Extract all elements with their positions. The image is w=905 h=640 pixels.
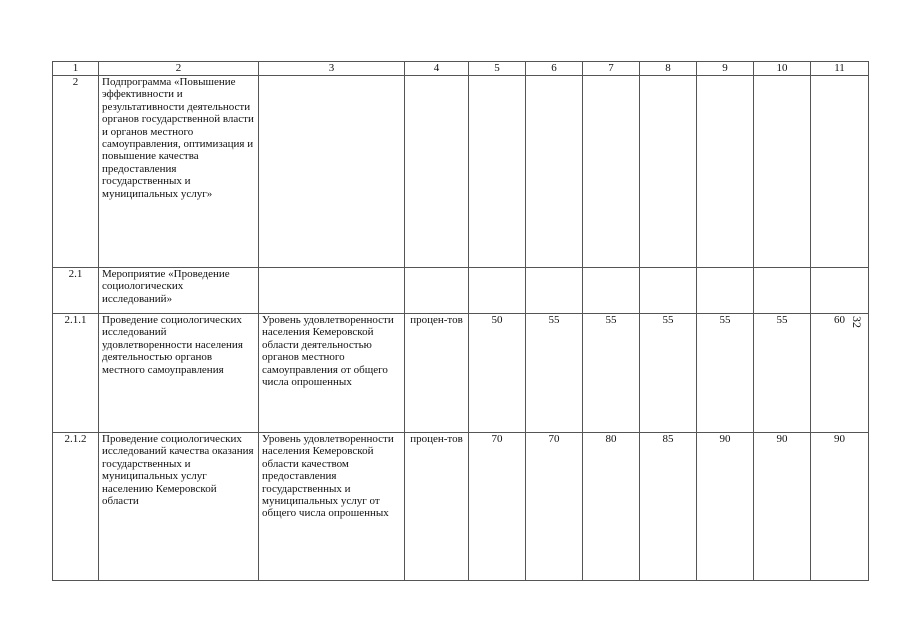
value-cell — [526, 76, 583, 268]
value-cell — [469, 76, 526, 268]
row-unit: процен-тов — [405, 433, 469, 581]
value-cell: 55 — [754, 314, 811, 433]
header-cell: 8 — [640, 62, 697, 76]
value-cell: 85 — [640, 433, 697, 581]
value-cell: 55 — [640, 314, 697, 433]
header-cell: 10 — [754, 62, 811, 76]
row-code: 2.1.1 — [53, 314, 99, 433]
value-cell — [754, 268, 811, 314]
table-row — [53, 314, 869, 433]
table-row — [53, 433, 869, 581]
table-row — [53, 76, 869, 268]
row-name: Проведение социологических исследований удовлетворенности населения деятельностью органов местного самоуправления — [99, 314, 259, 433]
value-cell: 70 — [469, 433, 526, 581]
value-cell: 55 — [697, 314, 754, 433]
row-code: 2.1 — [53, 268, 99, 314]
row-name: Мероприятие «Проведение социологических исследований» — [99, 268, 259, 314]
value-cell — [811, 76, 869, 268]
header-cell: 11 — [811, 62, 869, 76]
value-cell: 70 — [526, 433, 583, 581]
value-cell: 60 — [811, 314, 869, 433]
value-cell: 55 — [583, 314, 640, 433]
row-indicator — [259, 268, 405, 314]
row-name: Проведение социологических исследований качества оказания государственных и муниципальных услуг населению Кемеровской области — [99, 433, 259, 581]
value-cell — [811, 268, 869, 314]
indicators-table — [52, 61, 869, 581]
page-number: 32 — [850, 316, 864, 328]
value-cell — [469, 268, 526, 314]
row-unit — [405, 76, 469, 268]
value-cell: 50 — [469, 314, 526, 433]
header-cell: 4 — [405, 62, 469, 76]
row-name: Подпрограмма «Повышение эффективности и результативности деятельности органов государственной власти и органов местного самоуправления, оптимизация и повышение качества предоставления государственных и муниципальных услуг» — [99, 76, 259, 268]
header-cell: 5 — [469, 62, 526, 76]
row-unit: процен-тов — [405, 314, 469, 433]
header-cell: 6 — [526, 62, 583, 76]
header-cell: 2 — [99, 62, 259, 76]
value-cell: 90 — [697, 433, 754, 581]
value-cell: 55 — [526, 314, 583, 433]
value-cell — [697, 76, 754, 268]
value-cell — [697, 268, 754, 314]
row-indicator: Уровень удовлетворенности населения Кемеровской области деятельностью органов местного самоуправления от общего числа опрошенных — [259, 314, 405, 433]
value-cell: 90 — [811, 433, 869, 581]
value-cell — [754, 76, 811, 268]
row-indicator: Уровень удовлетворенности населения Кемеровской области качеством предоставления государственных и муниципальных услуг от общего числа опрошенных — [259, 433, 405, 581]
header-cell: 1 — [53, 62, 99, 76]
value-cell — [583, 268, 640, 314]
row-code: 2 — [53, 76, 99, 268]
table-row — [53, 268, 869, 314]
header-cell: 9 — [697, 62, 754, 76]
row-indicator — [259, 76, 405, 268]
value-cell: 90 — [754, 433, 811, 581]
header-row — [53, 62, 869, 76]
value-cell — [640, 268, 697, 314]
header-cell: 3 — [259, 62, 405, 76]
value-cell — [526, 268, 583, 314]
value-cell — [640, 76, 697, 268]
value-cell — [583, 76, 640, 268]
row-code: 2.1.2 — [53, 433, 99, 581]
row-unit — [405, 268, 469, 314]
header-cell: 7 — [583, 62, 640, 76]
value-cell: 80 — [583, 433, 640, 581]
